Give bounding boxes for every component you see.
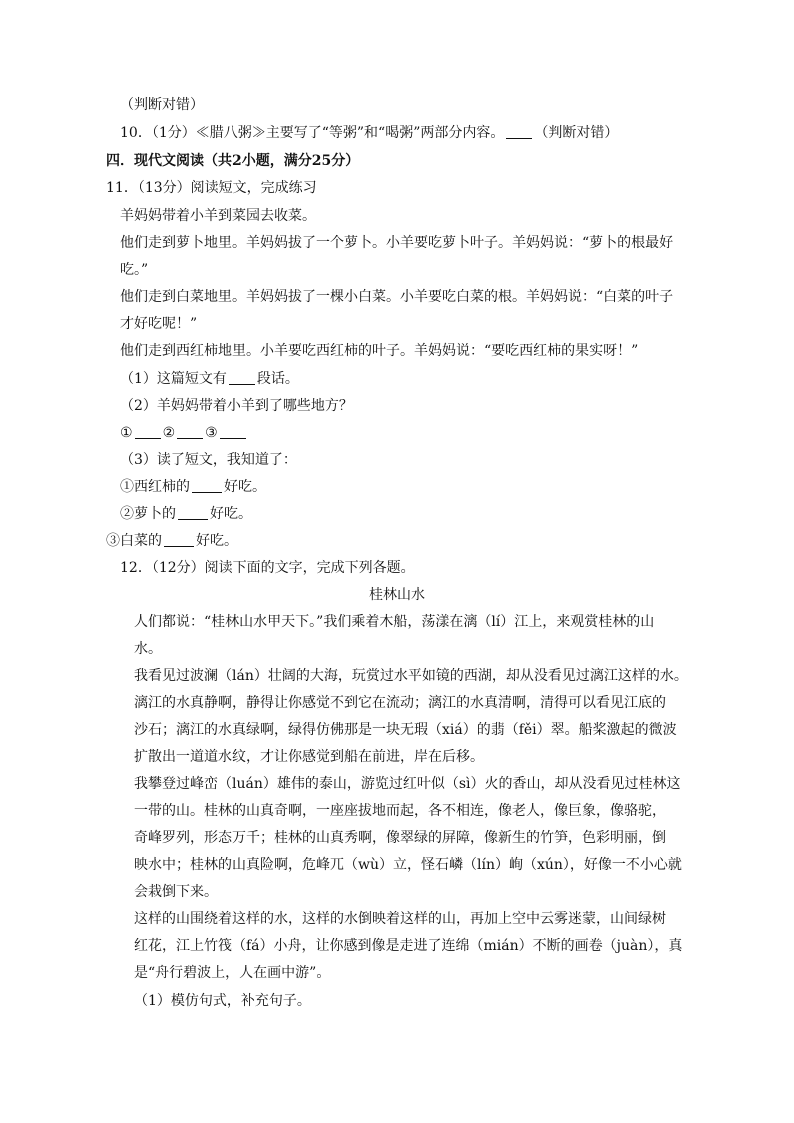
question-10	[120, 123, 618, 143]
answer-blank-11-2b[interactable]	[177, 424, 203, 439]
question-10-text: 10．（1分）≪腊八粥≫主要写了“等粥”和“喝粥”两部分内容。	[120, 125, 505, 141]
q12-sub-1: （1）模仿句式，补充句子。	[134, 993, 311, 1009]
passage-11-para-1: 羊妈妈带着小羊到菜园去收菜。	[120, 208, 316, 224]
q11-sub-3-a	[120, 477, 266, 497]
passage-11-para-2b: 吃。”	[120, 262, 149, 278]
q11-sub-3-b	[120, 504, 252, 524]
q11-sub-2: （2）羊妈妈带着小羊到了哪些地方？	[120, 398, 353, 414]
q11-sub-3: （3）读了短文，我知道了：	[120, 452, 297, 468]
question-10-suffix: （判断对错）	[534, 125, 619, 141]
answer-blank-11-1[interactable]	[229, 370, 255, 385]
answer-blank-11-2c[interactable]	[220, 424, 246, 439]
section-4-heading: 四．现代文阅读（共2小题，满分25分）	[106, 153, 360, 169]
answer-blank-11-3c[interactable]	[164, 532, 194, 547]
passage-11-para-3a: 他们走到白菜地里。羊妈妈拔了一棵小白菜。小羊要吃白菜的根。羊妈妈说：“白菜的叶子	[120, 289, 674, 305]
answer-blank-11-2a[interactable]	[135, 424, 161, 439]
q11-sub-1-suffix: 段话。	[256, 371, 299, 387]
q11-sub-3-b-suffix: 好吃。	[210, 506, 252, 522]
passage-12-line: 扩散出一道道水纹，才让你感觉到船在前进，岸在后移。	[134, 749, 484, 765]
q9-judge-hint: （判断对错）	[120, 97, 204, 113]
passage-12-line: 是“舟行碧波上，人在画中游”。	[134, 965, 331, 981]
q11-sub-3-c-text: ③白菜的	[106, 533, 162, 549]
passage-12-line: 人们都说：“桂林山水甲天下。”我们乘着木船，荡漾在漓（lí）江上，来观赏桂林的山	[134, 614, 655, 630]
answer-blank-11-3a[interactable]	[192, 478, 222, 493]
q11-sub-3-c	[106, 531, 238, 551]
passage-11-para-2a: 他们走到萝卜地里。羊妈妈拔了一个萝卜。小羊要吃萝卜叶子。羊妈妈说：“萝卜的根最好	[120, 235, 674, 251]
q11-sub-3-a-suffix: 好吃。	[224, 479, 266, 495]
question-12-heading: 12．（12分）阅读下面的文字，完成下列各题。	[120, 560, 415, 576]
passage-11-para-3b: 才好吃呢！”	[120, 316, 198, 332]
passage-12-line: 映水中；桂林的山真险啊，危峰兀（wù）立，怪石嶙（lín）峋（xún），好像一不小心就	[134, 857, 682, 873]
q11-sub-1	[120, 369, 299, 389]
passage-12-line: 这样的山围绕着这样的水，这样的水倒映着这样的山，再加上空中云雾迷蒙，山间绿树	[134, 911, 666, 927]
passage-12-line: 我攀登过峰峦（luán）雄伟的泰山，游览过红叶似（sì）火的香山，却从没看见过桂林这	[134, 776, 681, 792]
marker-1: ①	[120, 425, 133, 441]
answer-blank-11-3b[interactable]	[178, 505, 208, 520]
marker-3: ③	[205, 425, 218, 441]
passage-12-line: 我看见过波澜（lán）壮阔的大海，玩赏过水平如镜的西湖，却从没看见过漓江这样的水。	[134, 668, 688, 684]
q11-sub-3-a-text: ①西红柿的	[120, 479, 190, 495]
passage-12-line: 会栽倒下来。	[134, 884, 218, 900]
passage-12-line: 水。	[134, 641, 162, 657]
marker-2: ②	[162, 425, 176, 441]
passage-12-line: 漓江的水真静啊，静得让你感觉不到它在流动；漓江的水真清啊，清得可以看见江底的	[134, 695, 666, 711]
q11-sub-3-b-text: ②萝卜的	[120, 506, 176, 522]
passage-12-title: 桂林山水	[369, 587, 425, 603]
q11-sub-2-answers	[120, 423, 248, 443]
q11-sub-1-text: （1）这篇短文有	[120, 371, 227, 387]
passage-12-line: 沙石；漓江的水真绿啊，绿得仿佛那是一块无瑕（xiá）的翡（fěi）翠。船桨激起的微波	[134, 722, 677, 738]
question-11-heading: 11．（13分）阅读短文，完成练习	[106, 180, 317, 196]
passage-12-line: 一带的山。桂林的山真奇啊，一座座拔地而起，各不相连，像老人，像巨象，像骆驼，	[134, 803, 666, 819]
passage-12-line: 红花，江上竹筏（fá）小舟，让你感到像是走进了连绵（mián）不断的画卷（juàn），真	[134, 938, 683, 954]
passage-11-para-4: 他们走到西红柿地里。小羊要吃西红柿的叶子。羊妈妈说：“要吃西红柿的果实呀！”	[120, 343, 639, 359]
answer-blank-10[interactable]	[506, 124, 532, 139]
passage-12-line: 奇峰罗列，形态万千；桂林的山真秀啊，像翠绿的屏障，像新生的竹笋，色彩明丽，倒	[134, 830, 666, 846]
q11-sub-3-c-suffix: 好吃。	[196, 533, 238, 549]
